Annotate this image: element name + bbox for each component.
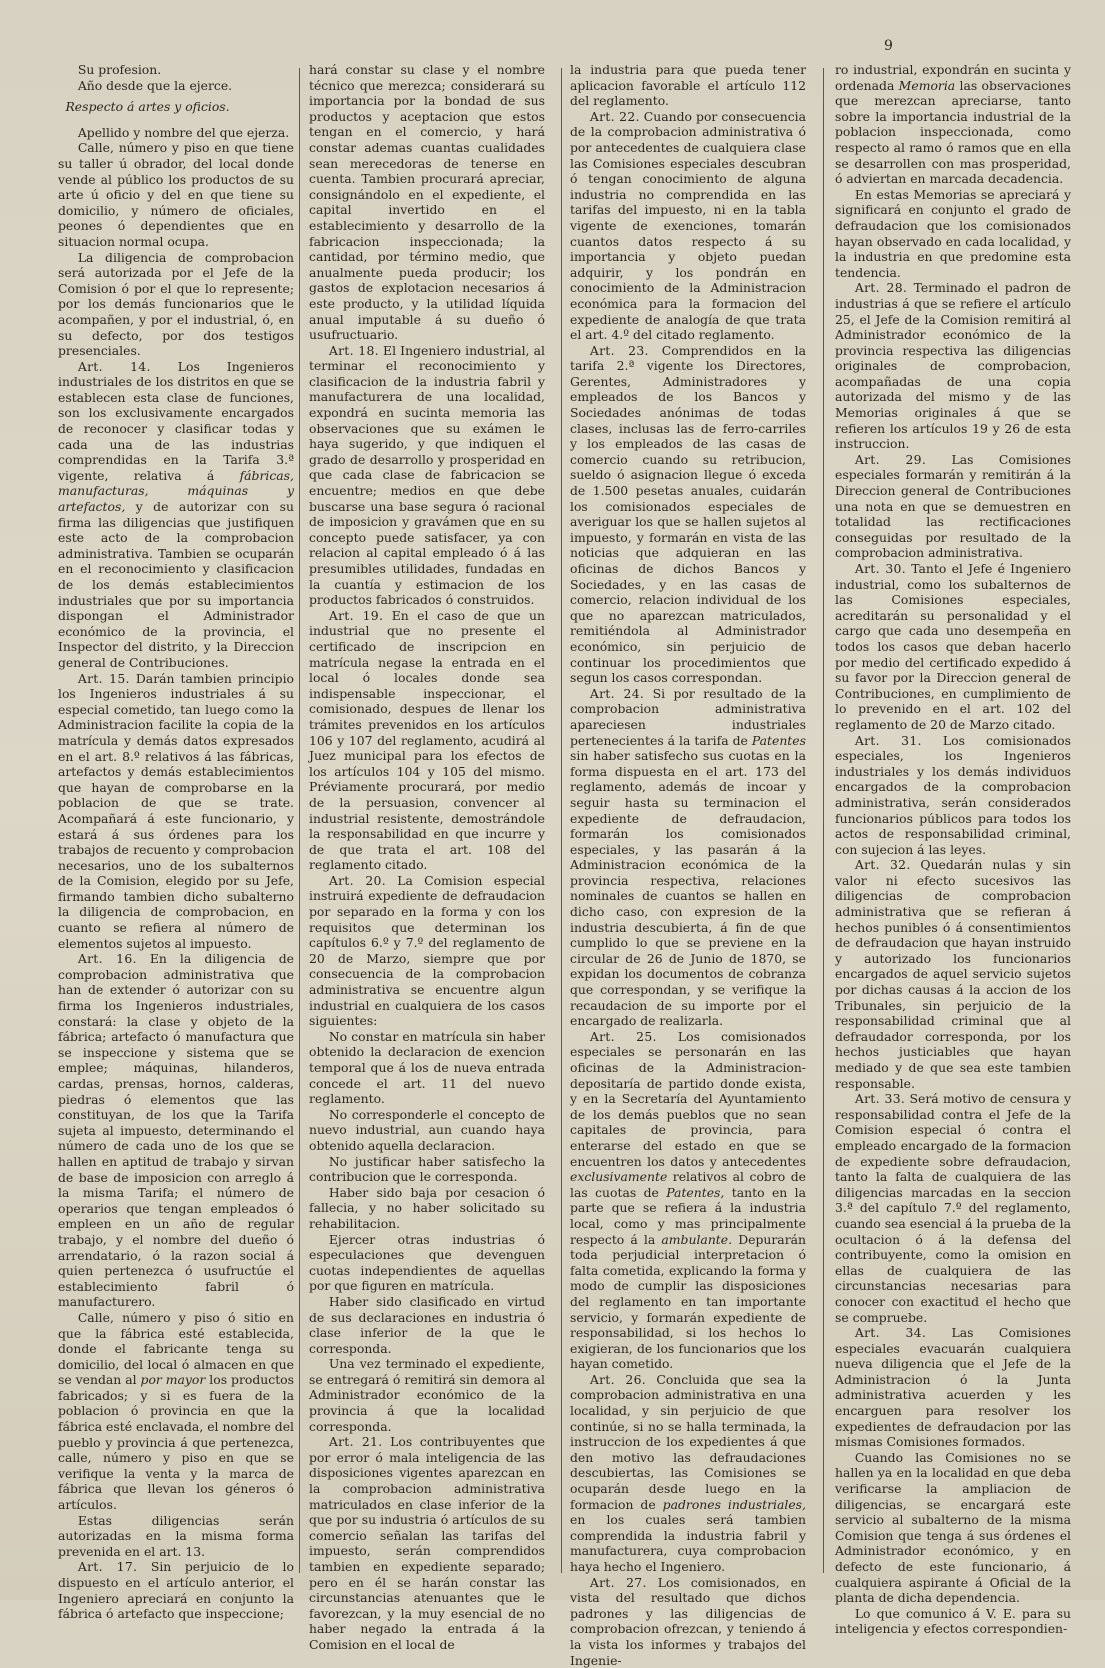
article-19: Art. 19. En el caso de que un industrial que no presente el certificado de inscripcion en matrícula negase la entrada en el local ó locales donde sea indispensable inspeccionar, el comisionado, despues de llenar los trámites prevenidos en los artículos 106 y 107 del reglamento, acudirá al Juez municipal para los efectos de los artículos 104 y 105 del mismo. Préviamente procurará, por medio de la persuasion, convencer al industrial resistente, demostrándole la responsabilidad en que incurre y de que trata el art. 108 del reglamento citado.: [309, 607, 545, 873]
article-31: Art. 31. Los comisionados especiales, los Ingenieros industriales y los demás individuos encargados de la comprobacion administrativa, serán considerados funcionarios públicos para todos los actos de responsabilidad criminal, con sujecion á las leyes.: [835, 732, 1071, 857]
article-15: Art. 15. Darán tambien principio los Ingenieros industriales á su especial cometido, tan luego como la Administracion facilite la copia de la matrícula y demás datos expresados en el art. 8.º relativos á las fábricas, artefactos y demás establecimientos que hayan de comprobarse en la poblacion de que se trate. Acompañará á este funcionario, y estará á sus órdenes para los trabajos de recuento y comprobacion necesarios, uno de los subalternos de la Comision, elegido por su Jefe, firmando tambien dicho subalterno la diligencia de comprobacion, en cuanto se refiera al número de elementos sujetos al impuesto.: [58, 670, 294, 951]
text-column-2: [309, 62, 545, 1652]
paragraph: la industria para que pueda tener aplicacion favorable el artículo 112 del reglamento.: [570, 62, 806, 109]
text-column-3: [570, 62, 806, 1668]
article-21: Art. 21. Los contribuyentes que por error ó mala inteligencia de las disposiciones vigentes aparezcan en la comprobacion administrativa matriculados en clase inferior de la que por su industria ó artículos de su comercio señalan las tarifas del impuesto, serán comprendidos tambien en expediente separado; pero en él se harán constar las circunstancias atenuantes que le favorezcan, y la muy esencial de no haber negado la entrada á la Comision en el local de: [309, 1434, 545, 1652]
paragraph: Cuando las Comisiones no se hallen ya en la localidad en que deba verificarse la ampliacion de diligencias, se encargará este servicio al subalterno de la misma Comision que tenga á sus órdenes el Administrador económico, y en defecto de este funcionario, á cualquiera aspirante á Oficial de la planta de dicha dependencia.: [835, 1449, 1071, 1606]
article-22: Art. 22. Cuando por consecuencia de la comprobacion administrativa ó por antecedentes de cualquiera clase las Comisiones especiales descubran ó tengan conocimiento de alguna industria no comprendida en las tarifas del impuesto, ni en la tabla vigente de exenciones, tomarán cuantos datos respecto á su importancia y objeto puedan adquirir, y los pondrán en conocimiento de la Administracion económica para la formacion del expediente de analogía de que trata el art. 4.º del citado reglamento.: [570, 108, 806, 343]
paragraph: Ejercer otras industrias ó especulaciones que devenguen cuotas independientes de aquellas por que figuren en matrícula.: [309, 1231, 545, 1294]
paragraph: Lo que comunico á V. E. para su inteligencia y efectos correspondien-: [835, 1605, 1071, 1637]
article-16: Art. 16. En la diligencia de comprobacion administrativa que han de extender ó autorizar con su firma los Ingenieros industriales, constará: la clase y objeto de la fábrica; artefacto ó manufactura que se inspeccione y sistema que se emplee; máquinas, hilanderos, cardas, prensas, hornos, calderas, piedras ó elementos que las constituyan, de los que la Tarifa sujeta al impuesto, determinando el número de cada uno de los que se hallen en aptitud de trabajo y sirvan de base de imposicion con arreglo á la misma Tarifa; el número de operarios que tengan empleados ó empleen en un año de regular trabajo, y el nombre del dueño ó arrendatario, ó la razon social á quien pertenezca ó usufructúe el establecimiento fabril ó manufacturero.: [58, 951, 294, 1310]
paragraph: Haber sido baja por cesacion ó fallecia, y no haber solicitado su rehabilitacion.: [309, 1184, 545, 1231]
paragraph: Año desde que la ejerce.: [77, 77, 233, 93]
paragraph: No constar en matrícula sin haber obtenido la declaracion de exencion temporal que á los de nueva entrada concede el art. 11 del nuevo reglamento.: [309, 1028, 545, 1107]
article-26: Art. 26. Concluida que sea la comprobacion administrativa en una localidad, y sin perjuicio de que continúe, si no se halla terminada, la instruccion de los expedientes á que den motivo las defraudaciones descubiertas, las Comisiones se ocuparán desde luego en la formacion de padrones industriales, en los cuales será tambien comprendida la industria fabril y manufacturera, cuya comprobacion haya hecho el Ingeniero.: [570, 1371, 806, 1574]
article-34: Art. 34. Las Comisiones especiales evacuarán cualquiera nueva diligencia que el Jefe de la Administracion ó la Junta administrativa acuerden y les encarguen para resolver los expedientes de defraudacion por las mismas Comisiones formados.: [835, 1325, 1071, 1450]
article-23: Art. 23. Comprendidos en la tarifa 2.ª vigente los Directores, Gerentes, Administradores y empleados de los Bancos y Sociedades anónimas de todas clases, inclusas las de ferro-carriles y los empleados de las casas de comercio cuando su retribucion, sueldo ó asignacion llegue ó exceda de 1.500 pesetas anuales, cuidarán los comisionados especiales de averiguar los que se hallen sujetos al impuesto, y formarán en vista de las noticias que adquieran en las oficinas de dichos Bancos y Sociedades, y en las casas de comercio, relacion individual de los que no aparezcan matriculados, remitiéndola al Administrador económico, sin perjuicio de continuar los procedimientos que segun los casos correspondan.: [570, 342, 806, 686]
paragraph: No justificar haber satisfecho la contribucion que le corresponda.: [309, 1153, 545, 1185]
article-33: Art. 33. Será motivo de censura y responsabilidad contra el Jefe de la Comision especial ó contra el empleado encargado de la formacion de expediente sobre defraudacion, tanto la falta de cualquiera de las diligencias marcadas en la seccion 3.ª del capítulo 7.º del reglamento, cuando sea esencial á la prueba de la ocultacion ó á la defensa del contribuyente, como la omision en ellas de cualquiera de las circunstancias necesarias para conocer con exactitud el hecho que se compruebe.: [835, 1091, 1071, 1325]
paragraph: Su profesion.: [77, 62, 162, 77]
article-30: Art. 30. Tanto el Jefe é Ingeniero industrial, como los subalternos de las Comisiones especiales, acreditarán su personalidad y el cargo que cada uno desempeña en todos los casos que deban hacerlo por medio del certificado expedido á su favor por la Direccion general de Contribuciones, en cumplimiento de lo prevenido en el art. 102 del reglamento de 20 de Marzo citado.: [835, 561, 1071, 732]
article-18: Art. 18. El Ingeniero industrial, al terminar el reconocimiento y clasificacion de la industria fabril y manufacturera de una localidad, expondrá en sucinta memoria las observaciones que su exámen le haya sugerido, y que indiquen el grado de desarrollo y prosperidad en que cada clase de fabricacion se encuentre; medios en que debe buscarse una base segura ó racional de imposicion y gravámen que en su concepto puede satisfacer, ya con relacion al capital empleado ó á las presumibles utilidades, fundadas en la cuantía y estimacion de los productos fabricados ó construidos.: [309, 342, 545, 608]
article-29: Art. 29. Las Comisiones especiales formarán y remitirán á la Direccion general de Contribuciones una nota en que se demuestren en totalidad las rectificaciones conseguidas por resultado de la comprobacion administrativa.: [835, 451, 1071, 561]
article-20: Art. 20. La Comision especial instruirá expediente de defraudacion por separado en la forma y con los requisitos que determinan los capítulos 6.º y 7.º del reglamento de 20 de Marzo, siempre que por consecuencia de la comprobacion administrativa se encuentre algun industrial en cualquiera de los casos siguientes:: [309, 872, 545, 1029]
article-27: Art. 27. Los comisionados, en vista del resultado que dichos padrones y las diligencias de comprobacion ofrezcan, y teniendo á la vista los informes y trabajos del Ingenie-: [570, 1574, 806, 1668]
column-rule: [823, 68, 824, 1573]
paragraph: ro industrial, expondrán en sucinta y ordenada Memoria las observaciones que merezcan apreciarse, tanto sobre la importancia industrial de la poblacion inspeccionada, como respecto al ramo ó ramos que en ella se desarrollen con mas prosperidad, ó adviertan en marcada decadencia.: [835, 62, 1071, 187]
article-24: Art. 24. Si por resultado de la comprobacion administrativa apareciesen industriales pertenecientes á la tarifa de Patentes sin haber satisfecho sus cuotas en la forma dispuesta en el art. 173 del reglamento, además de incoar y seguir hasta su terminacion el expediente de defraudacion, formarán los comisionados especiales, y las pasarán á la Administracion económica de la provincia respectiva, relaciones nominales de cuantos se hallen en dicho caso, con expresion de la industria descubierta, á fin de que cumplido lo que se previene en la circular de 26 de Junio de 1870, se expidan los documentos de cobranza que correspondan, y se verifique la recaudacion de su importe por el encargado de realizarla.: [570, 685, 806, 1029]
paragraph: Calle, número y piso en que tiene su taller ú obrador, del local donde vende al público los productos de su arte ú oficio y del en que tiene su domicilio, y número de oficiales, peones ó dependientes que en situacion normal ocupa.: [58, 140, 294, 249]
paragraph: Calle, número y piso ó sitio en que la fábrica esté establecida, donde el fabricante tenga su domicilio, del local ó almacen en que se vendan al por mayor los productos fabricados; y si es fuera de la poblacion ó provincia en que la fábrica esté enclavada, el nombre del pueblo y provincia á que pertenezca, calle, número y piso en que se verifique la venta y la marca de fábrica que llevan los géneros ó artículos.: [58, 1309, 294, 1513]
paragraph: Haber sido clasificado en virtud de sus declaraciones en industria ó clase inferior de la que le corresponda.: [309, 1293, 545, 1356]
paragraph: No corresponderle el concepto de nuevo industrial, aun cuando haya obtenido aquella declaracion.: [309, 1106, 545, 1153]
page-number: 9: [884, 38, 893, 54]
text-column-1: [58, 62, 294, 1622]
article-25: Art. 25. Los comisionados especiales se personarán en las oficinas de la Administracion-depositaría de partido donde exista, y en la Secretaría del Ayuntamiento de los demás pueblos que no sean capitales de provincia, para enterarse del estado en que se encuentren los datos y antecedentes exclusivamente relativos al cobro de las cuotas de Patentes, tanto en la parte que se refiera á la industria local, como y mas principalmente respecto á la ambulante. Depurarán toda perjudicial interpretacion ó falta cometida, explicando la forma y modo de cumplir las disposiciones del reglamento en tan importante servicio, y formarán expediente de responsabilidad, si los hechos lo exigieran, de los funcionarios que los hayan cometido.: [570, 1028, 806, 1372]
article-32: Art. 32. Quedarán nulas y sin valor ni efecto sucesivos las diligencias de comprobacion administrativa que se refieran á hechos punibles ó á consentimientos de defraudacion que hayan instruido y autorizado los funcionarios encargados de aquel servicio sujetos por dichas causas á la accion de los Tribunales, sin perjuicio de la responsabilidad criminal que al defraudador corresponda, por los hechos justiciables que hayan mediado y de que sea este tambien responsable.: [835, 857, 1071, 1091]
article-28: Art. 28. Terminado el padron de industrias á que se refiere el artículo 25, el Jefe de la Comision remitirá al Administrador económico de la provincia respectiva las diligencias originales de comprobacion, acompañadas de una copia autorizada del mismo y de las Memorias originales á que se refieren los artículos 19 y 26 de esta instruccion.: [835, 280, 1071, 452]
paragraph: Estas diligencias serán autorizadas en la misma forma prevenida en el art. 13.: [58, 1512, 294, 1559]
text-column-4: [835, 62, 1071, 1637]
paragraph: En estas Memorias se apreciará y significará en conjunto el grado de defraudacion que los comisionados hayan observado en cada localidad, y la industria en que predomine esta tendencia.: [835, 186, 1071, 280]
paragraph: Una vez terminado el expediente, se entregará ó remitirá sin demora al Administrador económico de la provincia á que la localidad corresponda.: [309, 1356, 545, 1434]
paragraph: Apellido y nombre del que ejerza.: [77, 124, 290, 140]
section-heading: Respecto á artes y oficios.: [65, 99, 230, 115]
column-rule: [299, 68, 300, 1573]
paragraph: hará constar su clase y el nombre técnico que merezca; considerará su importancia por la bondad de sus productos y aceptacion que estos tengan en el comercio, y hará constar ademas cuantas cualidades sean merecedoras de tenerse en cuenta. Tambien procurará apreciar, consignándolo en el expediente, el capital invertido en el establecimiento y desarrollo de la fabricacion inspeccionada; la cantidad, por término medio, que anualmente pueda producir; los gastos de explotacion necesarios á este producto, y la utilidad líquida anual imputable á su dueño ó usufructuario.: [309, 62, 545, 343]
column-rule: [561, 68, 562, 1573]
article-14: Art. 14. Los Ingenieros industriales de los distritos en que se establecen esta clase de funciones, son los exclusivamente encargados de reconocer y clasificar todas y cada una de las industrias comprendidas en la Tarifa 3.ª vigente, relativa á fábricas, manufacturas, máquinas y artefactos, y de autorizar con su firma las diligencias que justifiquen este acto de la comprobacion administrativa. Tambien se ocuparán en el reconocimiento y clasificacion de los demás establecimientos industriales que por su importancia dispongan el Administrador económico de la provincia, el Inspector del distrito, y la Direccion general de Contribuciones.: [58, 358, 294, 670]
paragraph: La diligencia de comprobacion será autorizada por el Jefe de la Comision ó por el que lo represente; por los demás funcionarios que le acompañen, y por el industrial, ó, en su defecto, por dos testigos presenciales.: [58, 249, 294, 359]
article-17: Art. 17. Sin perjuicio de lo dispuesto en el artículo anterior, el Ingeniero apreciará en conjunto la fábrica ó artefacto que inspeccione;: [58, 1559, 294, 1622]
